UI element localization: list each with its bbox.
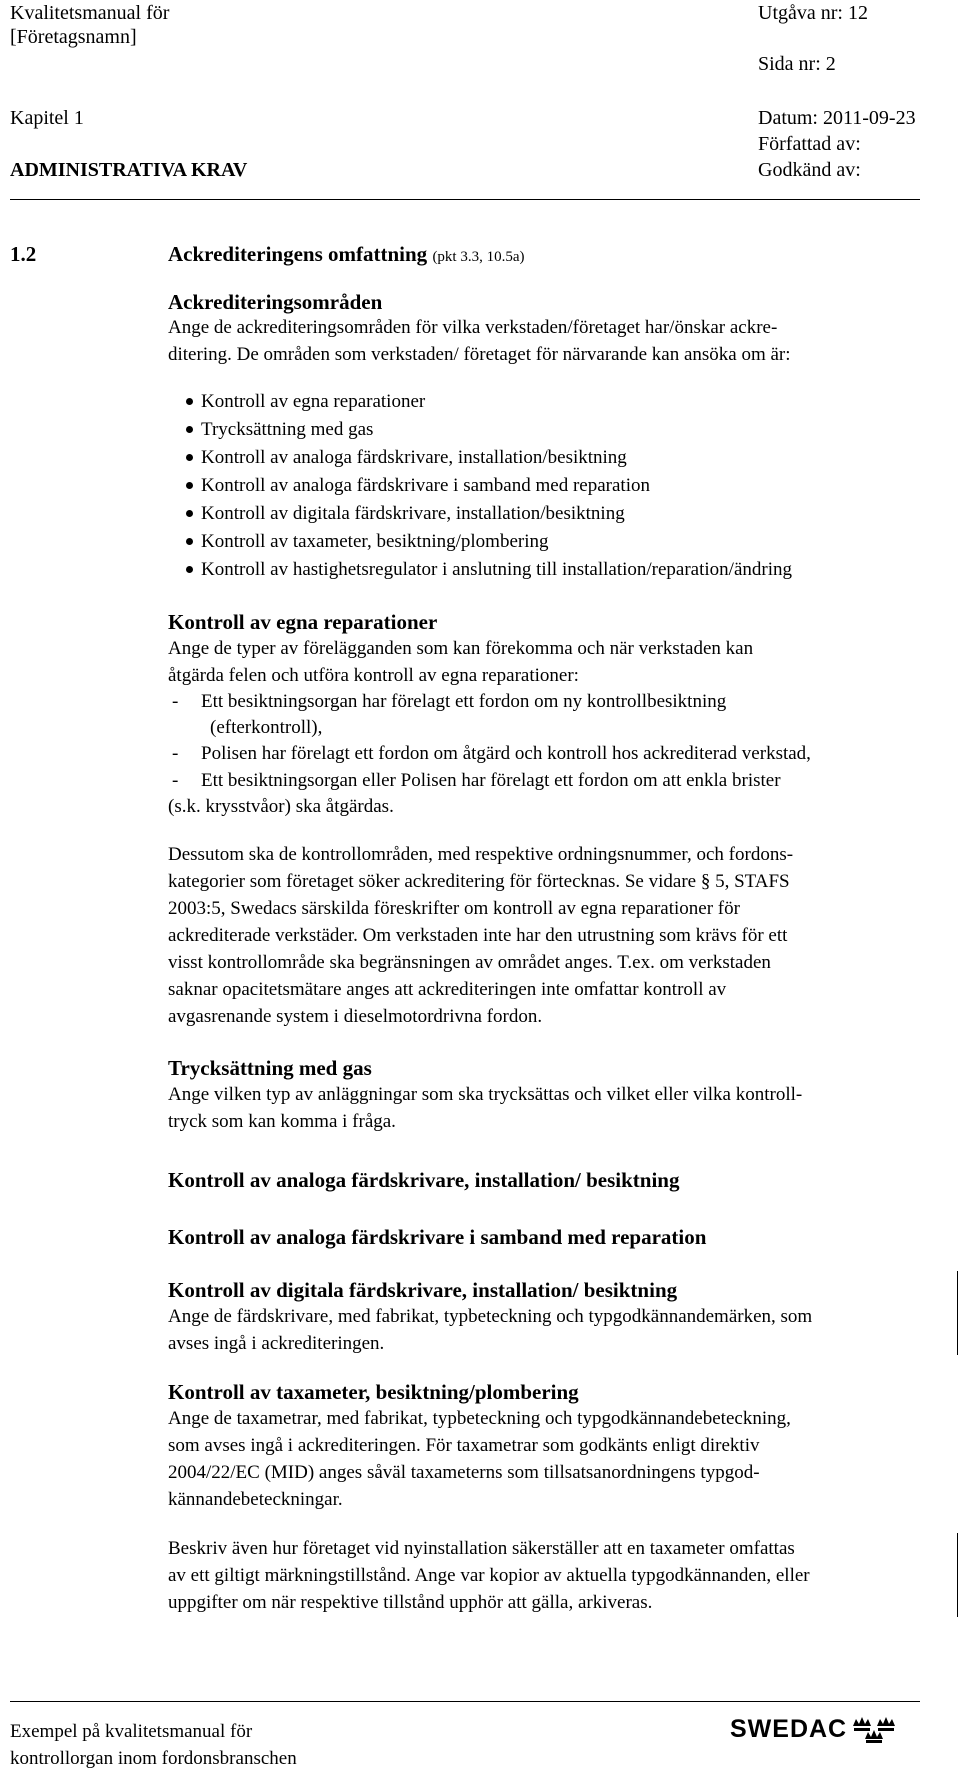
- gas-line-1: Ange vilken typ av anläggningar som ska trycksättas och vilket eller vilka kontroll-: [168, 1084, 803, 1105]
- header-manual-title: Kvalitetsmanual för: [10, 2, 170, 24]
- areas-heading: Ackrediteringsområden: [168, 290, 383, 314]
- areas-intro-line-1: Ange de ackrediteringsområden för vilka verkstaden/företaget har/önskar ackre-: [168, 317, 778, 338]
- area-item: Kontroll av analoga färdskrivare, installation/besiktning: [201, 447, 627, 468]
- paragraph-line: saknar opacitetsmätare anges att ackrediteringen inte omfattar kontroll av: [168, 979, 727, 1000]
- own-repairs-item-1: Ett besiktningsorgan har förelagt ett fordon om ny kontrollbesiktning: [201, 691, 727, 712]
- crowns-icon: [851, 1714, 899, 1744]
- dash-marker: -: [172, 743, 179, 764]
- areas-intro-line-2: ditering. De områden som verkstaden/ företaget för närvarande kan ansöka om är:: [168, 344, 791, 365]
- paragraph-line: visst kontrollområde ska begränsningen av området anges. T.ex. om verkstaden: [168, 952, 771, 973]
- bullet-icon: [186, 538, 193, 545]
- own-repairs-paragraph: [168, 841, 948, 1030]
- change-bar: [957, 1533, 958, 1617]
- own-repairs-intro-2: åtgärda felen och utföra kontroll av egna reparationer:: [168, 665, 579, 686]
- header-date: Datum: 2011-09-23: [758, 107, 916, 129]
- dash-marker: -: [172, 691, 179, 712]
- header-page-number: Sida nr: 2: [758, 53, 836, 75]
- footer-line-2: kontrollorgan inom fordonsbranschen: [10, 1748, 297, 1769]
- own-repairs-intro-1: Ange de typer av förelägganden som kan förekomma och när verkstaden kan: [168, 638, 754, 659]
- area-item: Kontroll av taxameter, besiktning/plombering: [201, 531, 549, 552]
- bullet-icon: [186, 398, 193, 405]
- taxi-paragraph-1: [168, 1405, 948, 1513]
- header-company-name: [Företagsnamn]: [10, 26, 137, 48]
- dash-marker: -: [172, 770, 179, 791]
- area-item: Kontroll av egna reparationer: [201, 391, 426, 412]
- digital-line-2: avses ingå i ackrediteringen.: [168, 1333, 385, 1354]
- paragraph-line: 2004/22/EC (MID) anges såväl taxameterns som tillsatsanordningens typgod-: [168, 1462, 760, 1483]
- bullet-icon: [186, 482, 193, 489]
- paragraph-line: ackrediterade verkstäder. Om verkstaden inte har den utrustning som krävs för ett: [168, 925, 788, 946]
- header-chapter-title: ADMINISTRATIVA KRAV: [10, 159, 248, 181]
- taxi-heading: Kontroll av taxameter, besiktning/plombering: [168, 1380, 579, 1404]
- paragraph-line: Beskriv även hur företaget vid nyinstallation säkerställer att en taxameter omfattas: [168, 1538, 795, 1559]
- header-edition: Utgåva nr: 12: [758, 2, 868, 24]
- own-repairs-item-1-cont: (efterkontroll),: [210, 717, 323, 738]
- header-divider: [10, 199, 920, 200]
- bullet-icon: [186, 566, 193, 573]
- gas-heading: Trycksättning med gas: [168, 1056, 372, 1080]
- section-title: Ackrediteringens omfattning: [168, 242, 428, 266]
- analog-install-heading: Kontroll av analoga färdskrivare, installation/ besiktning: [168, 1168, 680, 1192]
- paragraph-line: Ange de taxametrar, med fabrikat, typbeteckning och typgodkännandebeteckning,: [168, 1408, 791, 1429]
- paragraph-line: som avses ingå i ackrediteringen. För taxametrar som godkänts enligt direktiv: [168, 1435, 760, 1456]
- bullet-icon: [186, 426, 193, 433]
- section-number: 1.2: [10, 242, 37, 266]
- taxi-paragraph-2: [168, 1535, 948, 1616]
- footer-line-1: Exempel på kvalitetsmanual för: [10, 1721, 253, 1742]
- paragraph-line: 2003:5, Swedacs särskilda föreskrifter om kontroll av egna reparationer för: [168, 898, 740, 919]
- header-chapter: Kapitel 1: [10, 107, 84, 129]
- section-heading: [168, 240, 525, 271]
- logo-text: SWEDAC: [730, 1714, 848, 1743]
- area-item: Kontroll av digitala färdskrivare, installation/besiktning: [201, 503, 625, 524]
- own-repairs-item-2: Polisen har förelagt ett fordon om åtgärd och kontroll hos ackrediterad verkstad,: [201, 743, 811, 764]
- paragraph-line: kännandebeteckningar.: [168, 1489, 343, 1510]
- area-item: Trycksättning med gas: [201, 419, 374, 440]
- digital-heading: Kontroll av digitala färdskrivare, installation/ besiktning: [168, 1278, 678, 1302]
- header-author: Författad av:: [758, 133, 861, 155]
- paragraph-line: av ett giltigt märkningstillstånd. Ange var kopior av aktuella typgodkännanden, eller: [168, 1565, 810, 1586]
- gas-line-2: tryck som kan komma i fråga.: [168, 1111, 396, 1132]
- footer-divider: [10, 1701, 920, 1702]
- bullet-icon: [186, 454, 193, 461]
- digital-line-1: Ange de färdskrivare, med fabrikat, typbeteckning och typgodkännandemärken, som: [168, 1306, 813, 1327]
- paragraph-line: uppgifter om när respektive tillstånd upphör att gälla, arkiveras.: [168, 1592, 653, 1613]
- analog-repair-heading: Kontroll av analoga färdskrivare i samband med reparation: [168, 1225, 707, 1249]
- header-approved: Godkänd av:: [758, 159, 861, 181]
- section-reference: (pkt 3.3, 10.5a): [432, 249, 525, 265]
- bullet-icon: [186, 510, 193, 517]
- area-item: Kontroll av hastighetsregulator i anslutning till installation/reparation/ändring: [201, 559, 792, 580]
- change-bar: [957, 1271, 958, 1355]
- own-repairs-item-3-cont: (s.k. krysstvåor) ska åtgärdas.: [168, 796, 394, 817]
- paragraph-line: kategorier som företaget söker ackreditering för förtecknas. Se vidare § 5, STAFS: [168, 871, 790, 892]
- paragraph-line: Dessutom ska de kontrollområden, med respektive ordningsnummer, och fordons-: [168, 844, 794, 865]
- paragraph-line: avgasrenande system i dieselmotordrivna fordon.: [168, 1006, 543, 1027]
- own-repairs-item-3: Ett besiktningsorgan eller Polisen har förelagt ett fordon om att enkla brister: [201, 770, 781, 791]
- own-repairs-heading: Kontroll av egna reparationer: [168, 610, 438, 634]
- swedac-logo: [730, 1709, 899, 1749]
- area-item: Kontroll av analoga färdskrivare i samband med reparation: [201, 475, 650, 496]
